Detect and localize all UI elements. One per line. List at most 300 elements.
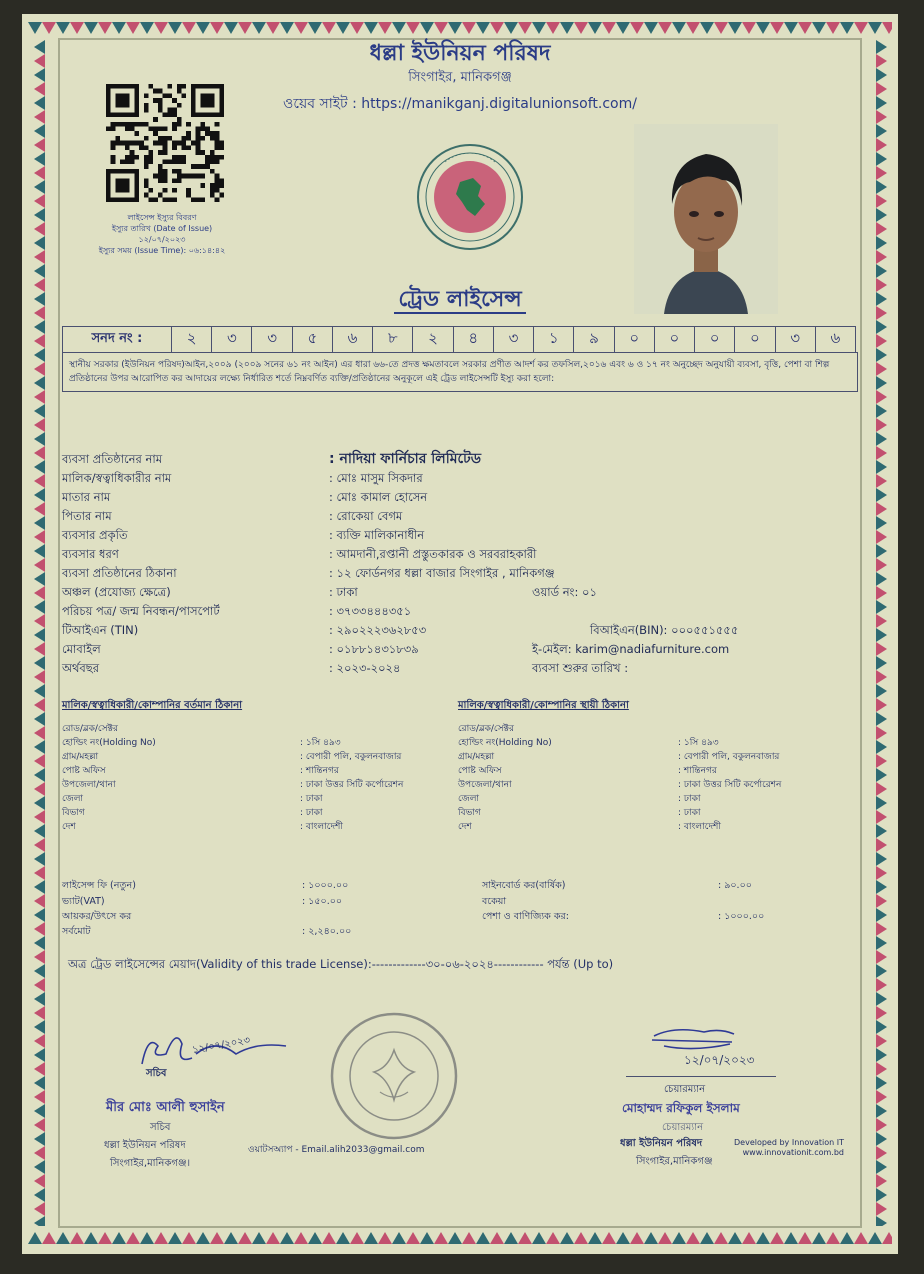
border-triangle [126,1232,140,1244]
border-triangle [876,194,887,208]
border-triangle [34,782,45,796]
border-triangle [876,936,887,950]
border-triangle [876,1118,887,1132]
father-name: : রোকেয়া বেগম [329,509,403,523]
border-triangle [34,572,45,586]
developer-credit [734,1138,844,1158]
border-triangle [876,1104,887,1118]
address-field-value: : ১সি ৪৯৩ [300,738,341,748]
border-triangle [630,22,644,34]
border-triangle [34,698,45,712]
border-triangle [876,880,887,894]
address-field-value [300,722,403,736]
border-triangle [34,320,45,334]
border-triangle [252,1232,266,1244]
border-triangle [876,222,887,236]
border-triangle [876,950,887,964]
serial-digit: ৩ [493,327,533,353]
address-field-value: : বাংলাদেশী [300,822,343,832]
border-triangle [34,1048,45,1062]
border-triangle [476,1232,490,1244]
permanent-address-heading: মালিক/স্বত্বাধিকারী/কোম্পানির স্থায়ী ঠিকানা [458,700,629,711]
border-triangle [336,1232,350,1244]
border-triangle [876,544,887,558]
border-triangle [378,1232,392,1244]
border-triangle [34,978,45,992]
border-triangle [34,348,45,362]
border-triangle [798,22,812,34]
border-triangle [616,22,630,34]
serial-digit: ২ [172,327,212,353]
border-triangle [34,1118,45,1132]
border-triangle [266,22,280,34]
border-triangle [876,1020,887,1034]
address-field-value: : ঢাকা [678,794,701,804]
border-triangle [42,22,56,34]
border-triangle [686,1232,700,1244]
border-triangle [34,810,45,824]
serial-label: সনদ নং : [63,327,172,353]
serial-digit: ৬ [332,327,372,353]
border-triangle [518,1232,532,1244]
border-triangle [34,1076,45,1090]
border-triangle [490,1232,504,1244]
decorative-border-top [28,20,892,36]
address-field-value: : ঢাকা [300,808,323,818]
border-triangle [70,22,84,34]
border-triangle [504,22,518,34]
border-triangle [294,22,308,34]
border-triangle [876,348,887,362]
border-triangle [140,1232,154,1244]
border-triangle [364,22,378,34]
border-triangle [112,22,126,34]
border-triangle [34,880,45,894]
license-fee-label: লাইসেন্স ফি (নতুন) [62,880,136,891]
serial-number-table [62,326,856,353]
border-triangle [34,1146,45,1160]
address-field-label: দেশ [458,822,472,832]
border-triangle [876,866,887,880]
border-triangle [34,1132,45,1146]
border-triangle [532,1232,546,1244]
border-triangle [532,22,546,34]
border-triangle [876,180,887,194]
border-triangle [588,1232,602,1244]
address-field-value: : বেপারী পলি, বকুলনবাজার [300,752,402,762]
address-label: ব্যবসা প্রতিষ্ঠানের ঠিকানা [62,566,177,580]
border-triangle [876,502,887,516]
border-triangle [34,138,45,152]
address-field-label: পোষ্ট অফিস [62,766,106,776]
border-triangle [868,1232,882,1244]
border-triangle [224,1232,238,1244]
border-triangle [616,1232,630,1244]
trade-license-document [22,14,898,1254]
decorative-border-left [32,40,46,1226]
address-field-value: : শান্তিনগর [300,766,339,776]
chairman-sign-date: ১২/০৭/২০২৩ [684,1053,755,1067]
address-field-label: রোড/ব্লক/সেক্টর [458,724,514,734]
border-triangle [876,390,887,404]
address-field-label: গ্রাম/মহল্লা [458,752,495,762]
border-triangle [34,1174,45,1188]
border-triangle [876,600,887,614]
border-triangle [770,22,784,34]
border-triangle [658,1232,672,1244]
border-triangle [238,1232,252,1244]
border-triangle [798,1232,812,1244]
border-triangle [210,1232,224,1244]
chairman-name: মোহাম্মদ রফিকুল ইসলাম [622,1101,740,1115]
border-triangle [728,1232,742,1244]
border-triangle [876,516,887,530]
border-triangle [876,642,887,656]
border-triangle [34,446,45,460]
address-field-value: : বাংলাদেশী [678,822,721,832]
border-triangle [784,1232,798,1244]
union-name: ধল্লা ইউনিয়ন পরিষদ [369,41,551,66]
type-label: ব্যবসার ধরণ [62,547,119,561]
border-triangle [34,1104,45,1118]
address-field-label: জেলা [458,794,480,804]
border-triangle [462,22,476,34]
border-triangle [34,1062,45,1076]
fiscal-year: : ২০২৩-২০২৪ [329,661,401,675]
border-triangle [322,1232,336,1244]
border-triangle [700,1232,714,1244]
owner-name: : মোঃ মাসুম সিকদার [329,471,423,485]
border-triangle [756,1232,770,1244]
address-field-value: : ঢাকা উত্তর সিটি কর্পোরেশন [300,780,404,790]
total-label: সর্বমোট [62,926,91,937]
border-triangle [34,642,45,656]
border-triangle [826,22,840,34]
license-fee: : ১০০০.০০ [302,880,349,891]
serial-digit: ৩ [252,327,292,353]
decorative-border-bottom [28,1230,892,1246]
border-triangle [34,474,45,488]
border-triangle [714,1232,728,1244]
nature-label: ব্যবসার প্রকৃতি [62,528,128,542]
border-triangle [34,1034,45,1048]
border-triangle [876,138,887,152]
serial-digit: ৫ [292,327,332,353]
business-type: : আমদানী,রপ্তানী প্রস্তুতকারক ও সরবরাহকারী [329,547,537,561]
address-field-label: হোল্ডিং নং(Holding No) [458,738,552,748]
border-triangle [34,502,45,516]
signature-line [626,1076,776,1077]
border-triangle [34,530,45,544]
border-triangle [876,446,887,460]
issue-info [72,212,252,256]
border-triangle [876,488,887,502]
border-triangle [876,1076,887,1090]
serial-digit: ৩ [212,327,252,353]
border-triangle [34,1202,45,1216]
border-triangle [876,894,887,908]
border-triangle [34,362,45,376]
border-triangle [34,432,45,446]
border-triangle [168,22,182,34]
father-label: পিতার নাম [62,509,112,523]
border-triangle [876,614,887,628]
border-triangle [876,1132,887,1146]
area-label: অঞ্চল (প্রযোজ্য ক্ষেত্রে) [62,585,171,599]
border-triangle [574,22,588,34]
chairman-place: সিংগাইর,মানিকগঞ্জ [636,1156,713,1167]
border-triangle [876,852,887,866]
border-triangle [34,768,45,782]
border-triangle [574,1232,588,1244]
border-triangle [34,796,45,810]
serial-digit: ০ [695,327,735,353]
border-triangle [308,1232,322,1244]
address-field-label: উপজেলা/থানা [458,780,512,790]
border-triangle [876,1146,887,1160]
border-triangle [742,22,756,34]
border-triangle [876,684,887,698]
border-triangle [364,1232,378,1244]
border-triangle [34,124,45,138]
border-triangle [34,264,45,278]
border-triangle [876,362,887,376]
border-triangle [876,1048,887,1062]
border-triangle [34,964,45,978]
border-triangle [34,152,45,166]
union-seal-stamp-icon [328,1010,460,1142]
border-triangle [876,796,887,810]
chairman-office: ধল্লা ইউনিয়ন পরিষদ [620,1138,703,1149]
border-triangle [448,22,462,34]
issue-info-line: লাইসেন্স ইস্যুর বিবরণ [127,213,197,222]
total-amount: : ২,২৪০.০০ [302,926,352,937]
border-triangle [770,1232,784,1244]
border-triangle [876,558,887,572]
border-triangle [406,1232,420,1244]
business-address: : ১২ ফোর্ডনগর ধল্লা বাজার সিংগাইর , মানিকগঞ্জ [329,566,555,580]
business-name: : নাদিয়া ফার্নিচার লিমিটেড [329,451,482,467]
border-triangle [34,236,45,250]
border-triangle [876,1160,887,1174]
border-triangle [876,152,887,166]
border-triangle [70,1232,84,1244]
border-triangle [784,22,798,34]
document-title: ট্রেড লাইসেন্স [22,282,898,319]
border-triangle [876,922,887,936]
border-triangle [34,1216,45,1226]
border-triangle [34,222,45,236]
border-triangle [876,236,887,250]
border-triangle [876,1174,887,1188]
border-triangle [34,726,45,740]
border-triangle [876,264,887,278]
tin-number: : ২৯০২২২৩৬২৮৫৩ [329,623,427,637]
border-triangle [154,22,168,34]
border-triangle [34,614,45,628]
border-triangle [876,992,887,1006]
address-field-value: : ঢাকা উত্তর সিটি কর্পোরেশন [678,780,782,790]
border-triangle [34,628,45,642]
serial-digit: ৬ [815,327,855,353]
border-triangle [28,1232,42,1244]
profession-tax: : ১০০০.০০ [718,911,765,922]
secretary-role: সচিব [150,1122,171,1133]
border-triangle [728,22,742,34]
developer-website[interactable]: www.innovationit.com.bd [742,1148,844,1157]
border-triangle [34,376,45,390]
border-triangle [420,1232,434,1244]
border-triangle [34,950,45,964]
border-triangle [876,908,887,922]
border-triangle [434,1232,448,1244]
border-triangle [876,824,887,838]
fiscal-year-label: অর্থবছর [62,661,100,675]
border-triangle [98,1232,112,1244]
border-triangle [34,516,45,530]
address-field-value [678,722,781,736]
border-triangle [34,1006,45,1020]
border-triangle [126,22,140,34]
address-field-label: রোড/ব্লক/সেক্টর [62,724,118,734]
border-triangle [602,22,616,34]
border-triangle [294,1232,308,1244]
border-triangle [34,208,45,222]
border-triangle [140,22,154,34]
border-triangle [196,1232,210,1244]
address-field-label: বিভাগ [62,808,85,818]
area-value: : ঢাকা [329,585,358,599]
border-triangle [34,656,45,670]
border-triangle [84,1232,98,1244]
border-triangle [112,1232,126,1244]
business-start-date: ব্যবসা শুরুর তারিখ : [532,661,629,675]
border-triangle [56,1232,70,1244]
border-triangle [182,22,196,34]
decorative-border-right [874,40,888,1226]
mother-name: : মোঃ কামাল হোসেন [329,490,428,504]
border-triangle [266,1232,280,1244]
border-triangle [476,22,490,34]
border-triangle [876,670,887,684]
border-triangle [196,22,210,34]
union-location: সিংগাইর, মানিকগঞ্জ [408,70,512,85]
border-triangle [876,530,887,544]
border-triangle [868,22,882,34]
border-triangle [34,824,45,838]
border-triangle [34,838,45,852]
border-triangle [34,1020,45,1034]
border-triangle [420,22,434,34]
permanent-address-values [678,722,781,834]
business-nature: : ব্যক্তি মালিকানাধীন [329,528,425,542]
border-triangle [840,22,854,34]
serial-digit: ৯ [574,327,614,353]
border-triangle [34,390,45,404]
border-triangle [876,124,887,138]
serial-digit: ৪ [453,327,493,353]
border-triangle [34,1188,45,1202]
id-number: : ৩৭৩৩৪৪৪৩৫১ [329,604,412,618]
border-triangle [504,1232,518,1244]
border-triangle [350,22,364,34]
border-triangle [876,376,887,390]
border-triangle [280,22,294,34]
mobile-label: মোবাইল [62,642,101,656]
serial-digit: ০ [614,327,654,353]
border-triangle [238,22,252,34]
address-field-label: উপজেলা/থানা [62,780,116,790]
ward-number: ওয়ার্ড নং: ০১ [532,585,597,599]
border-triangle [876,628,887,642]
border-triangle [34,908,45,922]
border-triangle [378,22,392,34]
border-triangle [714,22,728,34]
border-triangle [876,208,887,222]
serial-digit: ০ [654,327,694,353]
border-triangle [854,1232,868,1244]
border-triangle [876,432,887,446]
border-triangle [42,1232,56,1244]
border-triangle [876,1202,887,1216]
border-triangle [700,22,714,34]
border-triangle [168,1232,182,1244]
border-triangle [882,22,892,34]
border-triangle [876,404,887,418]
website-link[interactable]: ওয়েব সাইট : https://manikganj.digitalunionsoft.com/ [283,96,637,112]
mother-label: মাতার নাম [62,490,111,504]
border-triangle [876,418,887,432]
border-triangle [34,558,45,572]
border-triangle [434,22,448,34]
secretary-office: ধল্লা ইউনিয়ন পরিষদ [104,1140,186,1151]
border-triangle [34,712,45,726]
border-triangle [876,474,887,488]
present-address-heading: মালিক/স্বত্বাধিকারী/কোম্পানির বর্তমান ঠিকানা [62,700,243,711]
address-field-label: গ্রাম/মহল্লা [62,752,99,762]
border-triangle [630,1232,644,1244]
serial-digit: ৩ [775,327,815,353]
border-triangle [876,964,887,978]
license-validity: অত্র ট্রেড লাইসেন্সের মেয়াদ(Validity of this trade License):-------------৩০-০৬-২০২৪------------ পর্যন্ত (Up to) [68,957,614,971]
border-triangle [154,1232,168,1244]
border-triangle [812,22,826,34]
issue-info-line: ইস্যুর তারিখ (Date of Issue) [111,224,213,233]
border-triangle [34,754,45,768]
border-triangle [34,194,45,208]
border-triangle [34,992,45,1006]
border-triangle [876,838,887,852]
border-triangle [34,334,45,348]
secretary-contact: ওয়াটসঅ্যাপ - Email.alih2033@gmail.com [248,1145,425,1155]
government-emblem-icon [415,142,525,252]
address-field-label: পোষ্ট অফিস [458,766,502,776]
border-triangle [686,22,700,34]
address-field-value: : ঢাকা [678,808,701,818]
email-address[interactable]: ই-মেইল: karim@nadiafurniture.com [532,642,730,656]
border-triangle [826,1232,840,1244]
secretary-sign-date: ১২/০৭/২০২৩ [191,1034,252,1057]
vat-label: ভ্যাট(VAT) [62,896,105,907]
border-triangle [876,250,887,264]
border-triangle [34,740,45,754]
border-triangle [672,22,686,34]
border-triangle [876,460,887,474]
address-field-value: : ঢাকা [300,794,323,804]
border-triangle [336,22,350,34]
border-triangle [392,1232,406,1244]
profession-tax-label: পেশা ও বাণিজ্যিক কর: [482,911,569,922]
